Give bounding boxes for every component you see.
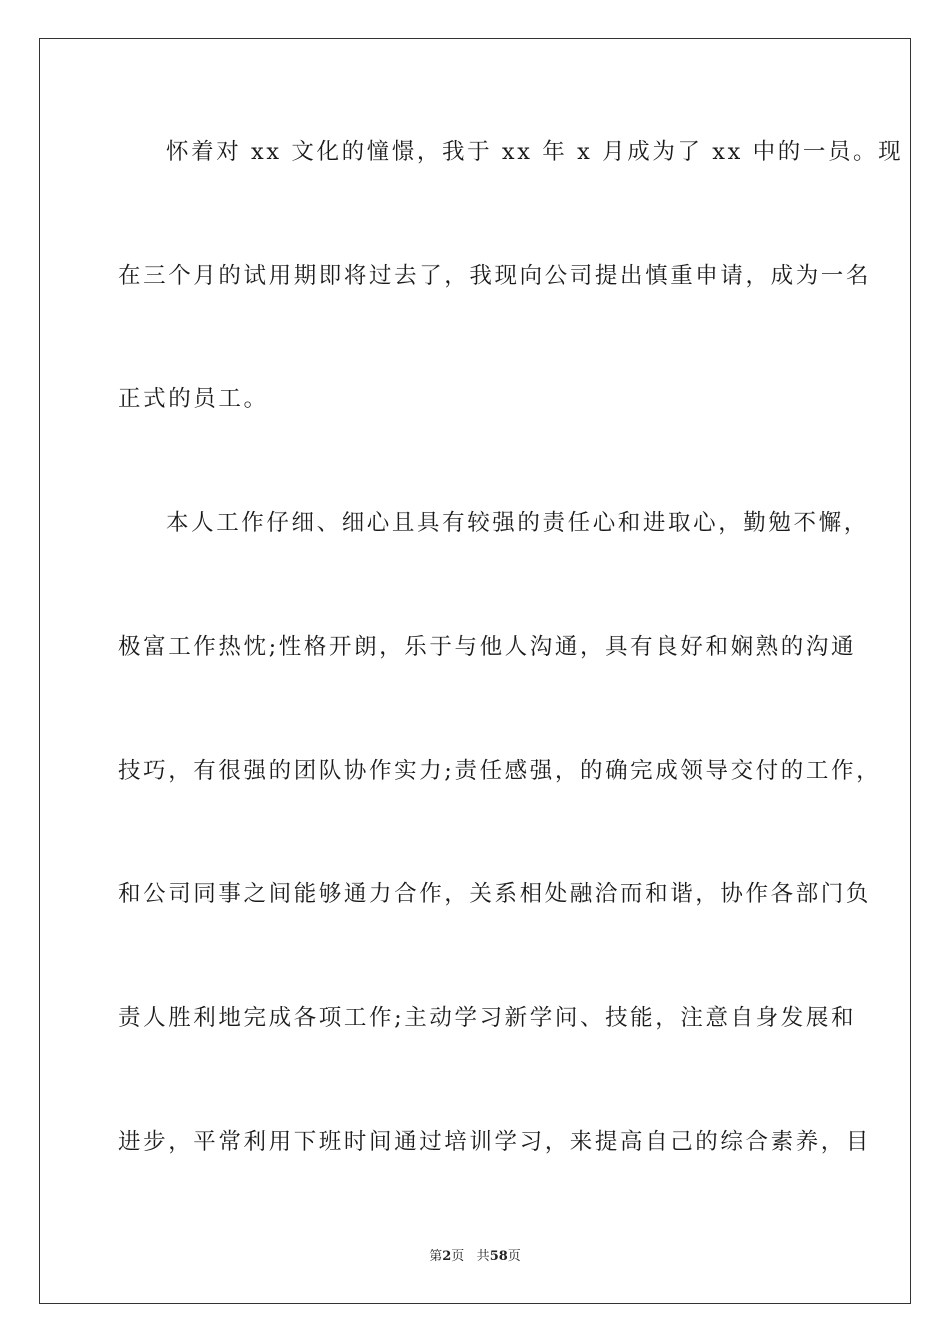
text-line: 和公司同事之间能够通力合作，关系相处融洽而和谐，协作各部门负 xyxy=(118,881,872,907)
text-line: 极富工作热忱;性格开朗，乐于与他人沟通，具有良好和娴熟的沟通 xyxy=(118,634,857,660)
text-line: 本人工作仔细、细心且具有较强的责任心和进取心，勤勉不懈， xyxy=(166,510,869,536)
current-page-number: 2 xyxy=(442,1249,452,1264)
text-line: 进步，平常利用下班时间通过培训学习，来提高自己的综合素养，目 xyxy=(118,1129,872,1155)
page-frame xyxy=(39,38,911,1304)
text-line: 怀着对 xx 文化的憧憬，我于 xx 年 x 月成为了 xx 中的一员。现 xyxy=(166,139,904,165)
text-line: 在三个月的试用期即将过去了，我现向公司提出慎重申请，成为一名 xyxy=(118,263,872,289)
footer-page-unit: 页 xyxy=(451,1249,465,1264)
footer-prefix: 第 xyxy=(429,1249,443,1264)
page-footer xyxy=(0,1248,950,1266)
text-line: 责人胜利地完成各项工作;主动学习新学问、技能，注意自身发展和 xyxy=(118,1005,857,1031)
total-page-count: 58 xyxy=(489,1249,508,1264)
text-line: 正式的员工。 xyxy=(118,386,269,412)
footer-total-unit: 页 xyxy=(507,1249,521,1264)
footer-total-prefix: 共 xyxy=(476,1249,490,1264)
text-line: 技巧，有很强的团队协作实力;责任感强，的确完成领导交付的工作， xyxy=(118,758,882,784)
